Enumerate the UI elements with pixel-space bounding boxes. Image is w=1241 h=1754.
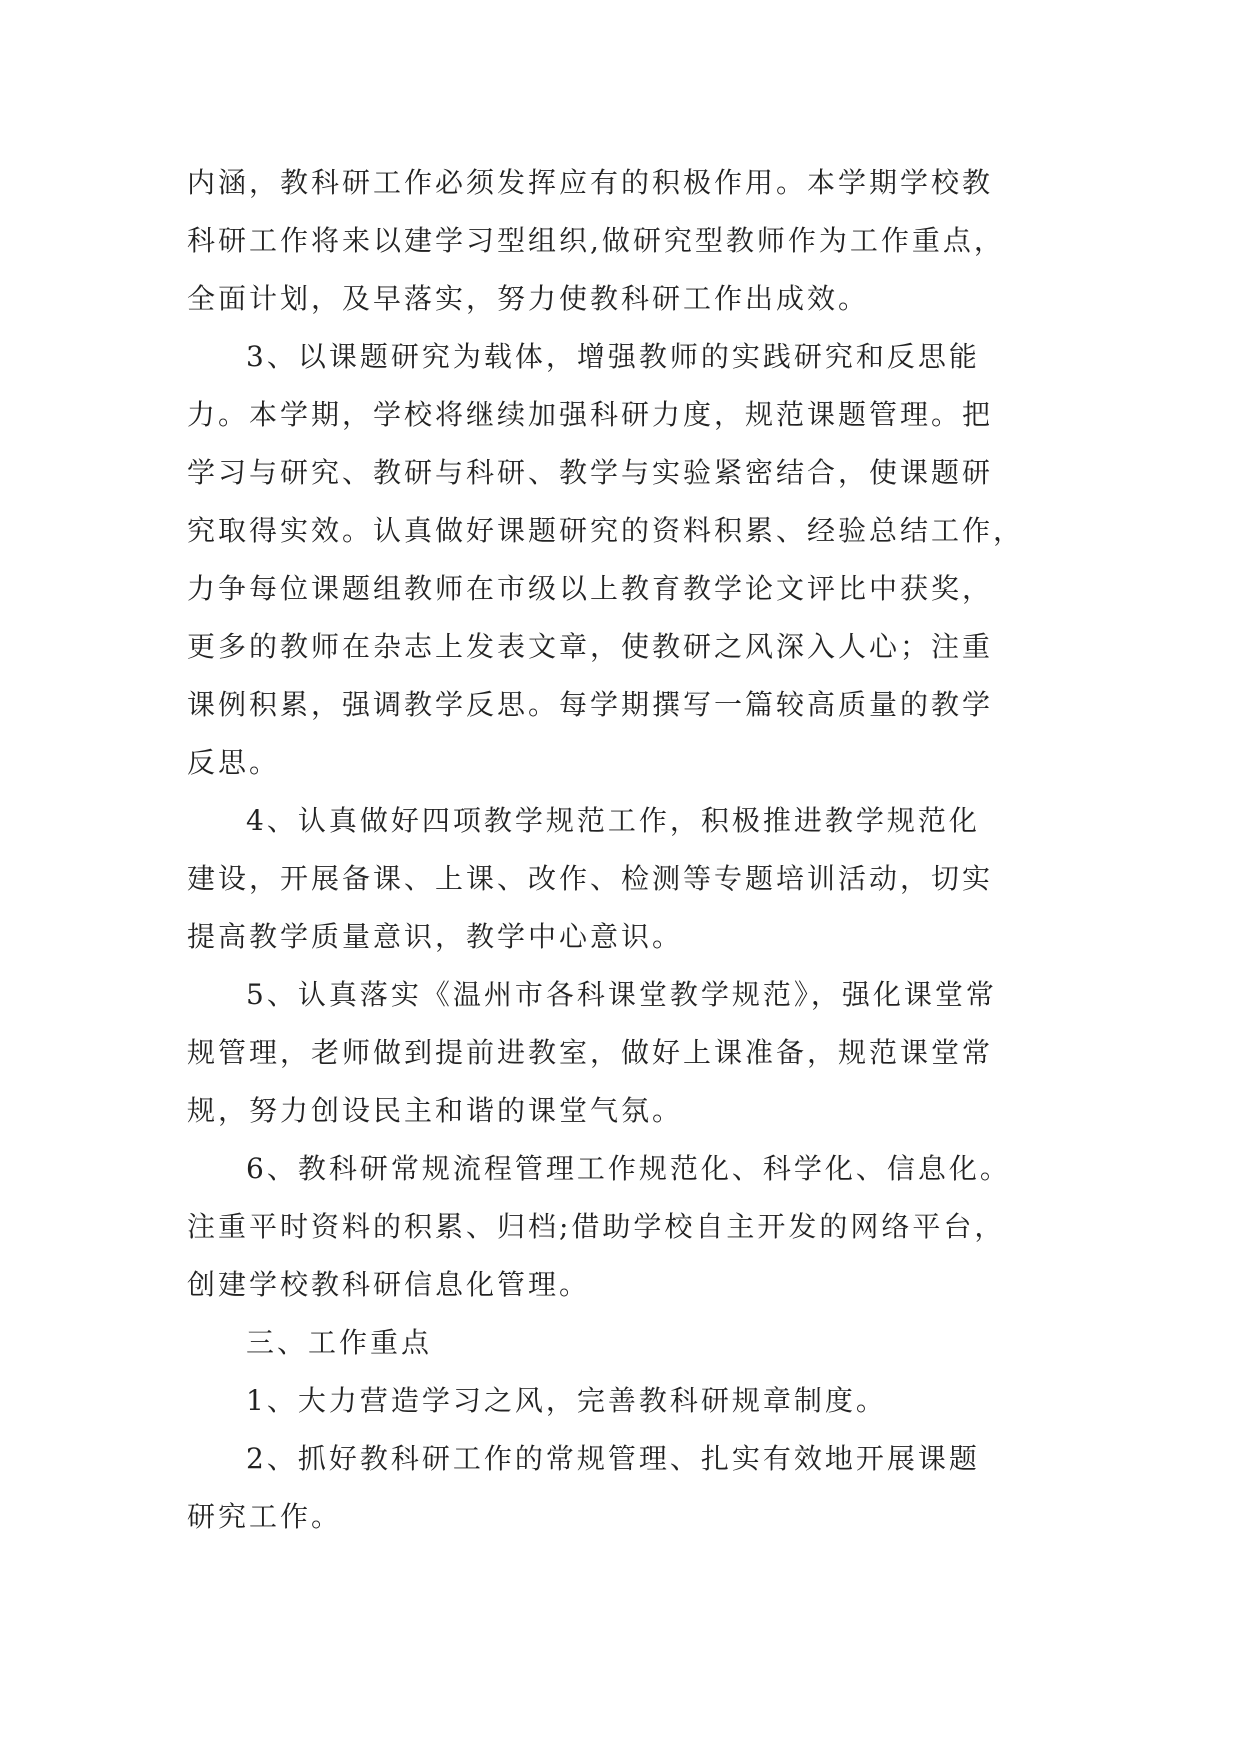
text-line: 内涵，教科研工作必须发挥应有的积极作用。本学期学校教 (187, 166, 994, 199)
paragraph-item-5 (187, 966, 1063, 1140)
text-line: 1、大力营造学习之风，完善教科研规章制度。 (246, 1384, 887, 1417)
text-line: 注重平时资料的积累、归档;借助学校自主开发的网络平台， (187, 1210, 1006, 1243)
text-line: 力。本学期，学校将继续加强科研力度，规范课题管理。把 (187, 398, 994, 431)
text-line: 规，努力创设民主和谐的课堂气氛。 (187, 1094, 684, 1127)
heading-line: 三、工作重点 (246, 1326, 433, 1359)
text-line: 建设，开展备课、上课、改作、检测等专题培训活动，切实 (187, 862, 994, 895)
paragraph-item-4 (187, 792, 1063, 966)
text-line: 更多的教师在杂志上发表文章，使教研之风深入人心；注重 (187, 630, 994, 663)
text-line: 究取得实效。认真做好课题研究的资料积累、经验总结工作， (187, 514, 1025, 547)
paragraph-item-6 (187, 1140, 1063, 1314)
text-line: 全面计划，及早落实，努力使教科研工作出成效。 (187, 282, 870, 315)
text-line: 2、抓好教科研工作的常规管理、扎实有效地开展课题 (246, 1442, 980, 1475)
text-line: 科研工作将来以建学习型组织,做研究型教师作为工作重点， (187, 224, 1005, 257)
text-line: 5、认真落实《温州市各科课堂教学规范》，强化课堂常 (246, 978, 997, 1011)
text-line: 3、以课题研究为载体，增强教师的实践研究和反思能 (246, 340, 980, 373)
text-line: 力争每位课题组教师在市级以上教育教学论文评比中获奖， (187, 572, 994, 605)
paragraph-key-point-1 (187, 1372, 1063, 1430)
text-line: 6、教科研常规流程管理工作规范化、科学化、信息化。 (246, 1152, 1011, 1185)
section-heading (187, 1314, 1063, 1372)
text-line: 规管理，老师做到提前进教室，做好上课准备，规范课堂常 (187, 1036, 994, 1069)
text-line: 反思。 (187, 746, 281, 779)
paragraph-continuation (187, 154, 1063, 328)
document-body (187, 154, 1063, 1546)
text-line: 学习与研究、教研与科研、教学与实验紧密结合，使课题研 (187, 456, 994, 489)
text-line: 提高教学质量意识，教学中心意识。 (187, 920, 684, 953)
text-line: 课例积累，强调教学反思。每学期撰写一篇较高质量的教学 (187, 688, 994, 721)
text-line: 4、认真做好四项教学规范工作，积极推进教学规范化 (246, 804, 980, 837)
text-line: 创建学校教科研信息化管理。 (187, 1268, 591, 1301)
paragraph-item-3 (187, 328, 1063, 792)
paragraph-key-point-2 (187, 1430, 1063, 1546)
text-line: 研究工作。 (187, 1500, 343, 1533)
